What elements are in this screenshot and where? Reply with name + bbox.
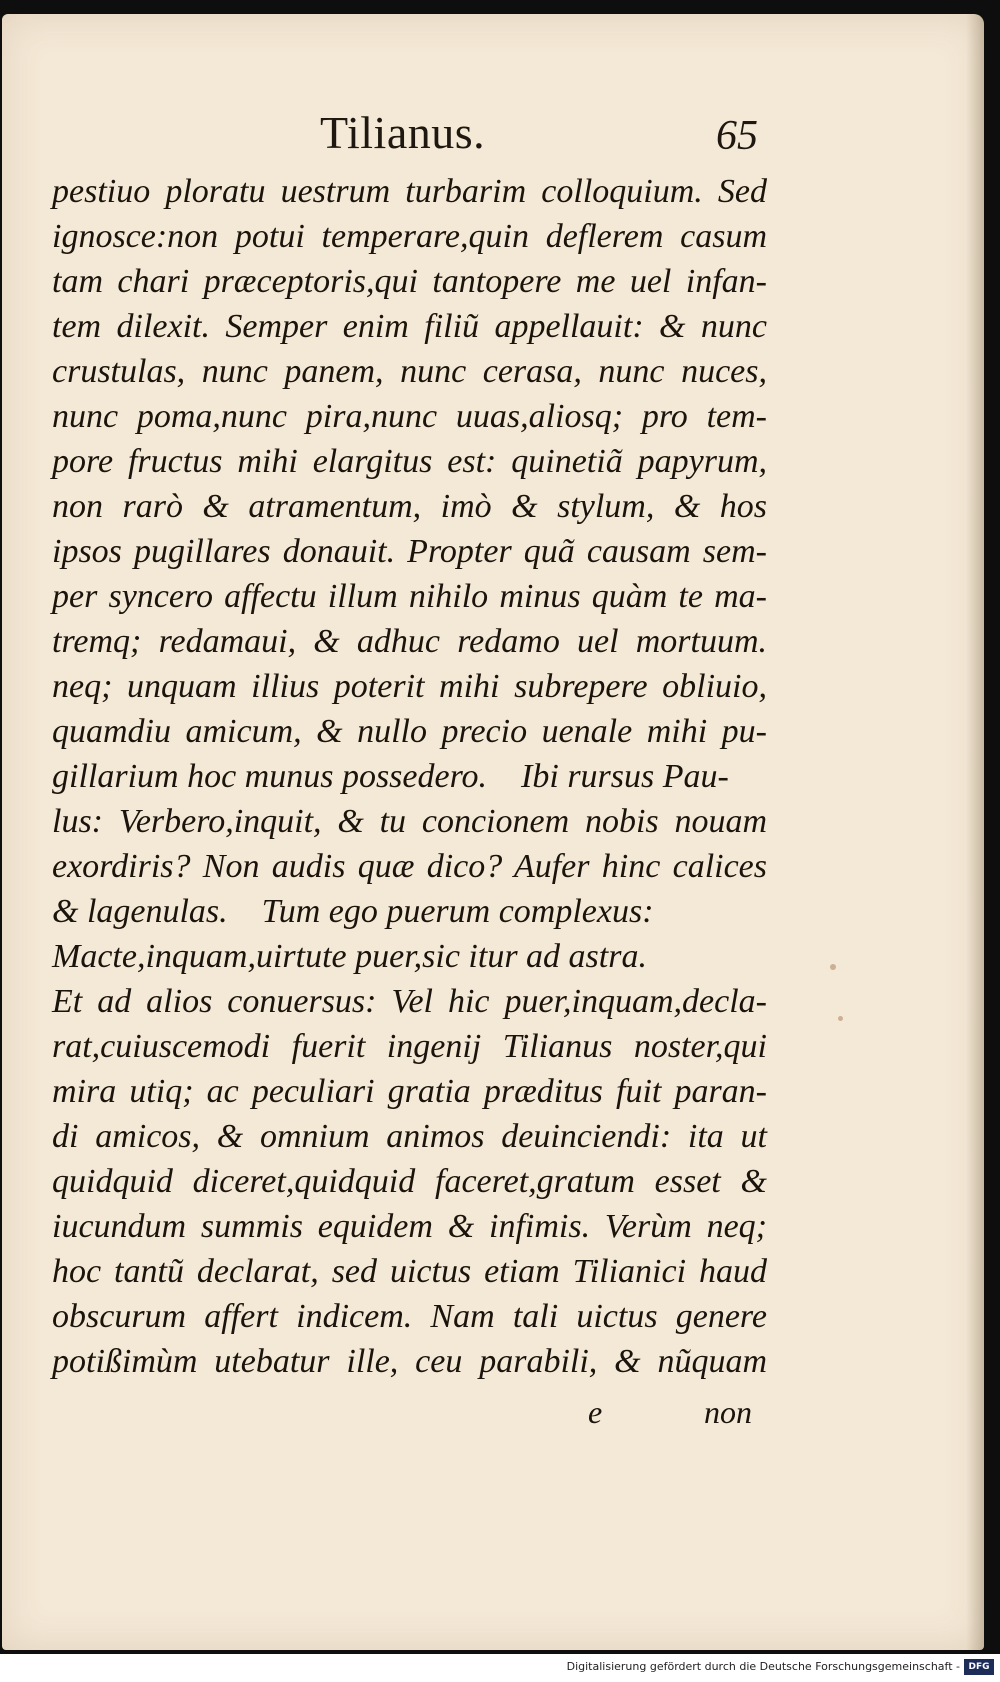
text-line: mira utiq; ac peculiari gratia præditus fuit paran- <box>52 1073 767 1110</box>
text-line: ipsos pugillares donauit. Propter quã causam sem- <box>52 533 767 570</box>
text-line: ignosce:non potui temperare,quin deflerem casum <box>52 218 767 255</box>
text-line: tremq; redamaui, & adhuc redamo uel mortuum. <box>52 623 767 660</box>
paper-stain <box>830 964 836 970</box>
text-line: Macte,inquam,uirtute puer,sic itur ad astra. <box>52 938 647 975</box>
text-line: gillarium hoc munus possedero. Ibi rursus Pau- <box>52 758 729 795</box>
text-line: lus: Verbero,inquit, & tu concionem nobis nouam <box>52 803 767 840</box>
digitization-footer <box>0 1654 1000 1682</box>
text-line: hoc tantũ declarat, sed uictus etiam Tilianici haud <box>52 1253 767 1290</box>
text-line: tem dilexit. Semper enim filiũ appellauit: & nunc <box>52 308 767 345</box>
text-line: di amicos, & omnium animos deuinciendi: ita ut <box>52 1118 767 1155</box>
text-line: exordiris? Non audis quæ dico? Aufer hinc calices <box>52 848 767 885</box>
catchword: non <box>704 1394 752 1430</box>
catchwords <box>2 1394 984 1439</box>
text-line: iucundum summis equidem & infimis. Verùm neq; <box>52 1208 767 1245</box>
text-line: pore fructus mihi elargitus est: quinetiã papyrum, <box>52 443 767 480</box>
text-line: nunc poma,nunc pira,nunc uuas,aliosq; pro tem- <box>52 398 767 435</box>
book-page <box>2 14 984 1650</box>
dfg-logo: DFG <box>964 1659 994 1675</box>
text-line: quamdiu amicum, & nullo precio uenale mihi pu- <box>52 713 767 750</box>
text-line: pestiuo ploratu uestrum turbarim colloquium. Sed <box>52 173 767 210</box>
running-head <box>2 106 984 166</box>
body-text <box>52 169 767 1384</box>
text-line: potißimùm utebatur ille, ceu parabili, & nũquam <box>52 1343 767 1380</box>
text-line: non rarò & atramentum, imò & stylum, & hos <box>52 488 767 525</box>
text-line: tam chari præceptoris,qui tantopere me uel infan- <box>52 263 767 300</box>
text-line: per syncero affectu illum nihilo minus quàm te ma- <box>52 578 767 615</box>
text-line: & lagenulas. Tum ego puerum complexus: <box>52 893 654 930</box>
footer-credit: Digitalisierung gefördert durch die Deutsche Forschungsgemeinschaft - <box>566 1660 960 1673</box>
text-line: quidquid diceret,quidquid faceret,gratum esset & <box>52 1163 767 1200</box>
text-line: Et ad alios conuersus: Vel hic puer,inquam,decla- <box>52 983 767 1020</box>
page-number: 65 <box>716 113 758 159</box>
paper-stain <box>838 1016 843 1021</box>
text-line: rat,cuiuscemodi fuerit ingenij Tilianus noster,qui <box>52 1028 767 1065</box>
text-line: neq; unquam illius poterit mihi subrepere obliuio, <box>52 668 767 705</box>
text-line: obscurum affert indicem. Nam tali uictus genere <box>52 1298 767 1335</box>
running-title: Tilianus. <box>320 107 486 158</box>
text-line: crustulas, nunc panem, nunc cerasa, nunc nuces, <box>52 353 767 390</box>
signature-mark: e <box>588 1394 603 1430</box>
